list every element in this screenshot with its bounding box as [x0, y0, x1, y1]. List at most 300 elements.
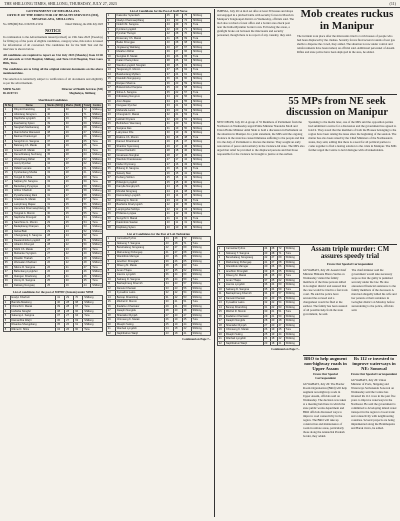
table-cell: 5: [218, 265, 225, 270]
table-cell: 27: [165, 162, 174, 167]
table-cell: Nokseng T. Sangma: [225, 251, 264, 256]
table-cell: 9: [107, 50, 116, 55]
table-cell: 39: [165, 50, 174, 55]
list-caption: Shortlisted Candidates: [38, 97, 68, 102]
table-cell: 41: [183, 171, 192, 176]
table-cell: 74: [183, 18, 192, 23]
table-cell: Rosemary Ch. Marak: [115, 36, 165, 41]
table-cell: 39: [263, 269, 270, 274]
table-cell: Shillong: [284, 341, 299, 346]
table-cell: 61: [74, 323, 83, 328]
table-cell: 66: [183, 50, 192, 55]
table-cell: 40: [165, 45, 174, 50]
table-cell: 5: [4, 314, 11, 319]
table-cell: 18: [173, 331, 182, 336]
table-cell: 29: [46, 229, 65, 234]
table-cell: Aiom Majaw: [115, 99, 165, 104]
table-cell: Shillong: [284, 269, 299, 274]
table-cell: Ioshisha Nongbri: [10, 309, 56, 314]
table-cell: Tura: [192, 216, 211, 221]
table-cell: 25: [165, 176, 174, 181]
table-cell: Shillong: [192, 194, 211, 199]
table-cell: 68: [74, 300, 83, 305]
table-cell: Dilseng M. Marak: [225, 274, 264, 279]
table-cell: 25: [174, 63, 183, 68]
table-row: [107, 225, 211, 230]
table-cell: 26: [65, 207, 83, 212]
table-cell: 31: [46, 202, 65, 207]
table-cell: 15: [174, 171, 183, 176]
notice-paragraph: All candidates are required to report on 31st July 2023 (Monday) from 10:00 AM onwards at Civil Hospital, Shillong, and Tura Civil Hospital, West Garo Hills, Tura.: [3, 52, 103, 65]
table-cell: 48: [107, 225, 116, 230]
table-cell: 19: [4, 189, 13, 194]
table-cell: 65: [82, 139, 91, 144]
table-cell: 1: [4, 108, 13, 113]
table-cell: Shillong: [192, 171, 211, 176]
notice-date: Dated Shillong, the 26th July 2023: [65, 22, 103, 26]
table-cell: 38: [4, 274, 13, 279]
table-cell: Shillong: [92, 112, 102, 116]
table-cell: 20: [270, 323, 277, 328]
table-cell: Greneth R. Marak: [13, 148, 46, 153]
table-cell: 58: [82, 189, 91, 194]
table-cell: 23: [270, 296, 277, 301]
table-cell: 22: [4, 202, 13, 207]
table-cell: 28: [263, 319, 270, 324]
table-cell: Shillong: [192, 77, 211, 82]
table-cell: 3: [218, 256, 225, 261]
table-cell: Lamjingshai Sohliya: [115, 207, 165, 212]
table-cell: 20: [218, 332, 225, 337]
table-cell: Nangbah Marbaniang: [13, 126, 46, 131]
table-cell: Tura: [91, 144, 103, 149]
table-cell: 26: [65, 327, 74, 332]
table-cell: Tura: [91, 211, 103, 216]
table-cell: Damebhalang Suchiang: [13, 153, 46, 158]
table-cell: Nokseng T. Sangma: [115, 241, 164, 246]
table-cell: 38: [46, 130, 65, 135]
table-cell: 8: [4, 327, 11, 332]
table-cell: 75: [183, 14, 192, 19]
table-cell: Shanbor Syiemiong: [115, 144, 165, 149]
table-cell: 52: [82, 229, 91, 234]
table-cell: 57: [183, 90, 192, 95]
table-cell: Ibanylla Nongkynrih: [115, 185, 165, 190]
table-cell: Chimseng K. Marak: [225, 328, 264, 333]
table-cell: 28: [107, 135, 116, 140]
table-cell: 17: [107, 309, 116, 314]
table-cell: Ianehbor Khonglah: [225, 269, 264, 274]
table-cell: 7: [4, 135, 13, 140]
news-story-mob-ruckus: [217, 9, 397, 54]
table-cell: 56: [82, 202, 91, 207]
table-cell: 33: [165, 108, 174, 113]
table-cell: 28: [65, 305, 74, 310]
table-cell: 55: [183, 99, 192, 104]
table-cell: Evalyn Kharbuli: [10, 296, 56, 301]
table-cell: 13: [107, 291, 116, 296]
table-cell: 61: [82, 171, 91, 176]
table-cell: Shillong: [191, 250, 210, 255]
table-cell: Kynsaibor Laloo: [115, 291, 164, 296]
table-cell: 28: [174, 32, 183, 37]
table-cell: 18: [107, 90, 116, 95]
mipr-number: MIPR No.621 Dt.26/07/23: [3, 86, 21, 95]
table-cell: 38: [165, 63, 174, 68]
table-cell: 20: [270, 319, 277, 324]
table-cell: Daiaphi Nongtdu: [225, 319, 264, 324]
table-cell: Iohbor Kharbuli: [13, 189, 46, 194]
table-cell: 31: [107, 149, 116, 154]
table-cell: 69: [183, 36, 192, 41]
table-cell: Shillong: [191, 282, 210, 287]
table-cell: Shillong: [284, 292, 299, 297]
table-cell: 29: [263, 314, 270, 319]
table-cell: 48: [182, 309, 191, 314]
candidate-table: [3, 295, 103, 332]
table-cell: 72: [182, 237, 191, 242]
table-cell: Kerlang Sohtun: [115, 176, 165, 181]
table-cell: Tura: [83, 314, 103, 319]
table-cell: 42: [277, 337, 284, 342]
table-cell: 50: [182, 304, 191, 309]
table-cell: Carmelita Pyrbot: [115, 237, 164, 242]
table-cell: 1: [107, 237, 116, 242]
table-cell: 28: [173, 237, 182, 242]
table-cell: Tura: [191, 264, 210, 269]
table-cell: Shillong: [83, 323, 103, 328]
table-cell: 30: [46, 216, 65, 221]
table-cell: 44: [263, 247, 270, 252]
table-cell: 35: [56, 323, 65, 328]
table-cell: 33: [46, 180, 65, 185]
table-cell: 68: [183, 41, 192, 46]
table-cell: 63: [74, 318, 83, 323]
table-cell: 23: [174, 81, 183, 86]
table-cell: Ilarisa Blah: [13, 229, 46, 234]
table-cell: Tura: [192, 198, 211, 203]
table-cell: 24: [165, 189, 174, 194]
col-header: Sl No: [4, 103, 12, 107]
table-cell: Chengsrang K. Sangma: [13, 234, 46, 239]
story-column: GUWAHATI, July 26: The Border Roads Organisation (BRO) will help augment non-highway roads in Upper Assam, officials said on Wednesday. The decision was taken at a meeting held here in which the state public works department and BRO officials discussed ways to improve road connectivity in the region. The BRO will take up construction and maintenance of roads in remote areas, particularly those along the Arunachal Pradesh border, they added.: [303, 382, 347, 439]
table-cell: Shillong: [284, 332, 299, 337]
table-cell: 58: [183, 86, 192, 91]
table-cell: Shillong: [191, 237, 210, 242]
table-cell: 18: [174, 135, 183, 140]
table-cell: Tura: [91, 265, 103, 270]
table-cell: Shillong: [92, 189, 102, 193]
table-cell: 39: [107, 185, 116, 190]
table-cell: Daphisha Lyngdoh: [13, 117, 46, 122]
table-cell: Shillong: [192, 95, 211, 100]
table-cell: 54: [182, 291, 191, 296]
table-cell: 10: [107, 54, 116, 59]
table-cell: 4: [4, 309, 11, 314]
table-cell: 38: [183, 189, 192, 194]
table-cell: Tura: [91, 175, 103, 180]
table-cell: Shillong: [192, 131, 211, 136]
table-cell: Bahunlang Lyngkhoi: [13, 270, 46, 275]
table-cell: Wankitbok Marngar: [115, 255, 164, 260]
table-cell: 51: [82, 238, 91, 243]
table-cell: 16: [174, 176, 183, 181]
table-cell: Naphibahun Warjri: [115, 331, 164, 336]
table-cell: 28: [46, 238, 65, 243]
table-cell: Mebanker Syngkon: [13, 252, 46, 257]
table-cell: 25: [4, 216, 13, 221]
table-cell: 40: [165, 41, 174, 46]
table-cell: Shillong: [92, 153, 102, 157]
table-cell: 7: [107, 41, 116, 46]
table-cell: Shillong: [92, 261, 102, 265]
table-cell: Pdiangki Lyngdoh: [115, 180, 165, 185]
table-cell: 23: [270, 292, 277, 297]
table-cell: 38: [46, 126, 65, 131]
table-cell: Badei Khongjee: [115, 41, 165, 46]
table-cell: 43: [183, 162, 192, 167]
table-cell: 23: [65, 229, 83, 234]
table-cell: 32: [263, 301, 270, 306]
table-cell: Shillong: [284, 247, 299, 252]
table-cell: 18: [270, 337, 277, 342]
table-cell: 66: [277, 265, 284, 270]
table-cell: 26: [174, 54, 183, 59]
table-cell: Shillong: [192, 189, 211, 194]
table-cell: 17: [174, 153, 183, 158]
table-cell: Ibalari Kharsyntiew: [115, 59, 165, 64]
table-cell: 27: [65, 157, 83, 162]
table-cell: Shillong: [92, 121, 102, 125]
table-cell: 35: [4, 261, 13, 266]
table-cell: 17: [174, 144, 183, 149]
table-cell: Shillong: [92, 117, 102, 121]
table-cell: 18: [174, 149, 183, 154]
table-cell: 71: [277, 251, 284, 256]
table-cell: 26: [46, 270, 65, 275]
table-cell: 20: [65, 270, 83, 275]
table-cell: 26: [65, 323, 74, 328]
org-line: GOVERNMENT OF MEGHALAYA: [26, 9, 80, 13]
table-cell: 3: [4, 305, 11, 310]
table-cell: 70: [82, 117, 91, 122]
table-cell: 39: [165, 54, 174, 59]
table-cell: 23: [65, 238, 83, 243]
table-cell: Shillong: [191, 259, 210, 264]
table-cell: Shillong: [191, 255, 210, 260]
table-cell: 44: [277, 332, 284, 337]
table-cell: 19: [218, 328, 225, 333]
table-cell: Shillong: [192, 180, 211, 185]
table-cell: 36: [183, 198, 192, 203]
table-cell: 9: [107, 273, 116, 278]
table-row: [107, 331, 211, 336]
table-cell: Tura: [83, 305, 103, 310]
right-table-block: [217, 246, 300, 351]
table-cell: 38: [56, 309, 65, 314]
table-cell: 27: [65, 184, 83, 189]
table-cell: 27: [173, 246, 182, 251]
table-cell: Shillong: [192, 212, 211, 217]
table-cell: 42: [263, 256, 270, 261]
table-cell: 18: [173, 327, 182, 332]
news-story-bro-roads: [303, 357, 348, 438]
table-cell: 53: [183, 108, 192, 113]
table-cell: Shillong: [83, 300, 103, 305]
table-cell: 25: [270, 274, 277, 279]
table-cell: 64: [82, 148, 91, 153]
table-cell: 56: [82, 207, 91, 212]
table-cell: 61: [82, 166, 91, 171]
table-cell: 41: [277, 341, 284, 346]
table-cell: 2: [107, 18, 116, 23]
table-cell: 3: [107, 23, 116, 28]
table-cell: Ridalin Lamare: [13, 166, 46, 171]
table-cell: 18: [174, 140, 183, 145]
table-cell: 2: [4, 112, 13, 117]
table-cell: 4: [218, 260, 225, 265]
table-cell: Chimchi N. Marak: [10, 305, 56, 310]
table-cell: 27: [173, 250, 182, 255]
continued-note: Continued on Page 7...: [182, 337, 211, 341]
table-cell: 11: [174, 221, 183, 226]
table-cell: 22: [270, 301, 277, 306]
table-cell: 24: [270, 287, 277, 292]
table-cell: Bashisha Kharlyngdoh: [115, 203, 165, 208]
table-cell: 35: [263, 287, 270, 292]
table-cell: Wankitbok Marngar: [225, 265, 264, 270]
table-cell: 16: [174, 167, 183, 172]
table-cell: Shillong: [284, 283, 299, 288]
table-cell: Sengchim A. Sangma: [13, 139, 46, 144]
table-cell: Shillong: [192, 225, 211, 230]
table-cell: 2: [107, 241, 116, 246]
table-cell: Bashaphrang Kharmih: [115, 282, 164, 287]
table-cell: 22: [174, 95, 183, 100]
table-cell: Meiahun Dkhar: [115, 50, 165, 55]
table-cell: 47: [182, 313, 191, 318]
table-cell: 36: [263, 283, 270, 288]
table-cell: 31: [183, 221, 192, 226]
table-cell: 59: [82, 180, 91, 185]
table-cell: Shillong: [192, 185, 211, 190]
table-cell: Tura: [91, 180, 103, 185]
table-cell: 59: [277, 287, 284, 292]
table-cell: 59: [183, 81, 192, 86]
table-cell: Tura: [191, 318, 210, 323]
table-cell: 5: [4, 126, 13, 131]
table-cell: Saljrang M. Sangma: [13, 180, 46, 185]
table-cell: 39: [4, 279, 13, 284]
story-column: The chief minister said the government would take necessary steps so that the guilty is punished severely under the law. He also announced financial assistance to the family members of the deceased. A man had allegedly killed his wife and her parents at their residence in Golaghat district on Monday before surrendering to the police, officials said.: [351, 267, 397, 312]
table-cell: 37: [46, 135, 65, 140]
table-cell: 27: [46, 256, 65, 261]
table-cell: 27: [107, 131, 116, 136]
table-cell: 46: [107, 216, 116, 221]
table-cell: 32: [165, 117, 174, 122]
table-cell: Tura: [192, 113, 211, 118]
table-cell: 23: [4, 207, 13, 212]
table-cell: 47: [277, 323, 284, 328]
table-cell: 24: [65, 234, 83, 239]
table-cell: 54: [277, 301, 284, 306]
table-cell: 65: [183, 54, 192, 59]
table-cell: Mondal Nongrang: [115, 189, 165, 194]
table-cell: 37: [4, 270, 13, 275]
table-cell: 21: [65, 274, 83, 279]
table-cell: Nokchi M. Sangma: [115, 23, 165, 28]
org-line: OFFICE OF THE DIRECTOR OF HEALTH SERVICES (MI),: [7, 13, 99, 18]
table-cell: 13: [174, 203, 183, 208]
table-cell: Tura: [192, 54, 211, 59]
table-cell: 32: [46, 189, 65, 194]
col-header: Name: [13, 103, 46, 108]
table-cell: Jingiaseng Wahlang: [115, 45, 165, 50]
table-cell: 35: [183, 203, 192, 208]
table-cell: 6: [107, 259, 116, 264]
table-cell: 25: [65, 211, 83, 216]
table-cell: Shillong: [191, 322, 210, 327]
table-row: [4, 283, 103, 288]
table-cell: 28: [46, 234, 65, 239]
table-cell: Shillong: [83, 296, 103, 301]
table-cell: 25: [46, 274, 65, 279]
table-cell: 33: [4, 252, 13, 257]
story-headline: Assam triple murder: CM assures speedy trial: [310, 245, 390, 261]
table-cell: 35: [165, 90, 174, 95]
table-cell: 26: [107, 126, 116, 131]
table-cell: 62: [82, 157, 91, 162]
table-cell: Shillong: [284, 337, 299, 342]
table-cell: 30: [65, 108, 83, 113]
table-cell: 46: [82, 270, 91, 275]
table-cell: Rikseng G. Momin: [115, 198, 165, 203]
table-cell: Shillong: [92, 171, 102, 175]
table-cell: Shillong: [92, 252, 102, 256]
table-cell: Kyrshanlang Shullai: [13, 171, 46, 176]
table-cell: 8: [107, 45, 116, 50]
table-cell: 28: [65, 309, 74, 314]
table-cell: 65: [182, 259, 191, 264]
table-cell: 25: [164, 322, 173, 327]
table-cell: 65: [277, 269, 284, 274]
table-cell: Risaphi Suting: [225, 332, 264, 337]
table-cell: 22: [107, 108, 116, 113]
table-cell: Shillong: [192, 203, 211, 208]
table-cell: Sengbat R. Marak: [115, 54, 165, 59]
table-cell: 66: [182, 255, 191, 260]
notice-paragraph: The selection is tentatively subject to verification of all documents and eligibility as per the advertisement.: [3, 76, 103, 85]
table-cell: 26: [173, 255, 182, 260]
table-cell: Shillong: [284, 260, 299, 265]
table-cell: 62: [277, 278, 284, 283]
table-cell: 47: [82, 265, 91, 270]
table-cell: 16: [107, 304, 116, 309]
table-cell: 41: [56, 296, 65, 301]
table-cell: Banshailang Nongsiang: [225, 256, 264, 261]
table-cell: 33: [164, 286, 173, 291]
table-cell: 45: [165, 14, 174, 19]
table-cell: Salnang D. Sangma: [225, 287, 264, 292]
table-cell: Tangsrang K. Momin: [115, 68, 165, 73]
table-cell: 22: [65, 261, 83, 266]
table-cell: Mitchel R. Momin: [225, 310, 264, 315]
table-cell: Naphibahun Warjri: [225, 341, 264, 346]
table-cell: 18: [107, 313, 116, 318]
table-cell: Pynshai Thongni: [115, 32, 165, 37]
story-headline: Rs 112 cr invested to improve waterways in NE: Sonowal: [352, 356, 396, 371]
table-cell: 19: [270, 332, 277, 337]
